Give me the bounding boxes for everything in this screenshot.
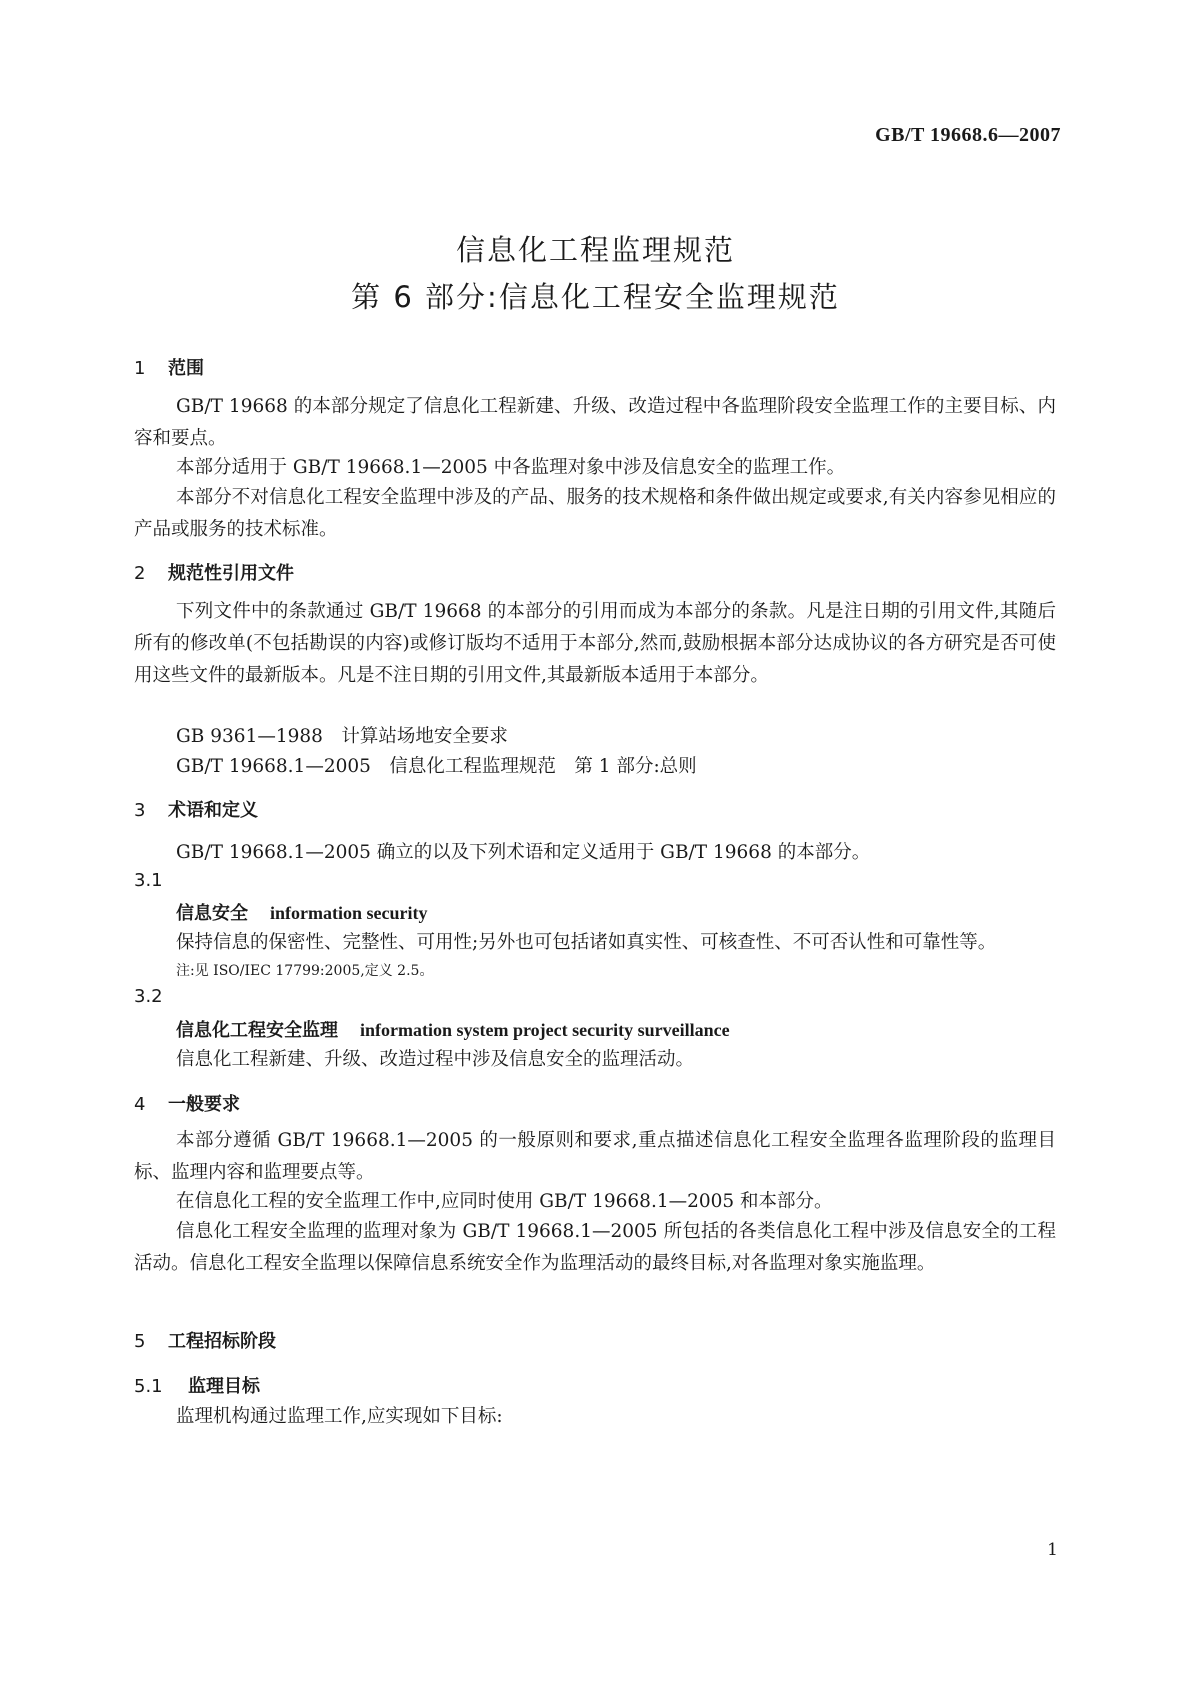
document-title: 信息化工程监理规范 [455, 233, 735, 267]
section-number: 3 [134, 800, 146, 821]
term-definition: 保持信息的保密性、完整性、可用性;另外也可包括诸如真实性、可核查性、不可否认性和可靠性等。 [176, 932, 997, 953]
section-2-heading [134, 559, 294, 585]
section-title: 范围 [168, 358, 204, 379]
paragraph: 下列文件中的条款通过 GB/T 19668 的本部分的引用而成为本部分的条款。凡是注日期的引用文件,其随后所有的修改单(不包括勘误的内容)或修订版均不适用于本部分,然而,鼓励根据本部分达成协议的各方研究是否可使用这些文件的最新版本。凡是不注日期的引用文件,其最新版本适用于本部分。 [134, 601, 1056, 686]
paragraph: 本部分不对信息化工程安全监理中涉及的产品、服务的技术规格和条件做出规定或要求,有关内容参见相应的产品或服务的技术标准。 [134, 487, 1056, 540]
section-3-heading [134, 796, 258, 822]
term-heading [176, 1016, 730, 1042]
section-title: 监理目标 [188, 1376, 260, 1397]
term-chinese: 信息安全 [176, 903, 248, 924]
section-5-heading [134, 1327, 276, 1353]
reference-item: GB/T 19668.1—2005 信息化工程监理规范 第 1 部分:总则 [176, 756, 697, 777]
paragraph: 监理机构通过监理工作,应实现如下目标: [176, 1406, 503, 1427]
section-number: 4 [134, 1094, 146, 1115]
section-title: 工程招标阶段 [168, 1331, 276, 1352]
term-number: 3.1 [134, 870, 163, 891]
section-number: 1 [134, 358, 146, 379]
term-definition: 信息化工程新建、升级、改造过程中涉及信息安全的监理活动。 [176, 1049, 695, 1070]
reference-item: GB 9361—1988 计算站场地安全要求 [176, 726, 508, 747]
paragraph: 本部分适用于 GB/T 19668.1—2005 中各监理对象中涉及信息安全的监理工作。 [176, 457, 846, 478]
section-title: 一般要求 [168, 1094, 240, 1115]
term-number: 3.2 [134, 986, 163, 1007]
paragraph: GB/T 19668.1—2005 确立的以及下列术语和定义适用于 GB/T 19668 的本部分。 [176, 842, 871, 863]
section-title: 术语和定义 [168, 800, 258, 821]
paragraph: 在信息化工程的安全监理工作中,应同时使用 GB/T 19668.1—2005 和本部分。 [176, 1191, 833, 1212]
term-chinese: 信息化工程安全监理 [176, 1020, 338, 1041]
subsection-5-1-heading [134, 1372, 260, 1398]
page-number: 1 [1047, 1540, 1058, 1560]
document-subtitle: 第 6 部分:信息化工程安全监理规范 [351, 280, 840, 314]
section-4-heading [134, 1090, 240, 1116]
term-note: 注:见 ISO/IEC 17799:2005,定义 2.5。 [176, 963, 434, 979]
term-english: information system project security surveillance [360, 1020, 730, 1040]
section-number: 5 [134, 1331, 146, 1352]
paragraph: 本部分遵循 GB/T 19668.1—2005 的一般原则和要求,重点描述信息化工程安全监理各监理阶段的监理目标、监理内容和监理要点等。 [134, 1130, 1056, 1183]
section-number: 5.1 [134, 1376, 163, 1397]
standard-code: GB/T 19668.6—2007 [875, 124, 1061, 146]
paragraph: 信息化工程安全监理的监理对象为 GB/T 19668.1—2005 所包括的各类信息化工程中涉及信息安全的工程活动。信息化工程安全监理以保障信息系统安全作为监理活动的最终目标,对各监理对象实施监理。 [134, 1221, 1056, 1274]
term-heading [176, 899, 427, 925]
term-english: information security [270, 903, 428, 923]
section-number: 2 [134, 563, 146, 584]
paragraph: GB/T 19668 的本部分规定了信息化工程新建、升级、改造过程中各监理阶段安全监理工作的主要目标、内容和要点。 [134, 396, 1056, 449]
section-1-heading [134, 354, 204, 380]
section-title: 规范性引用文件 [168, 563, 294, 584]
